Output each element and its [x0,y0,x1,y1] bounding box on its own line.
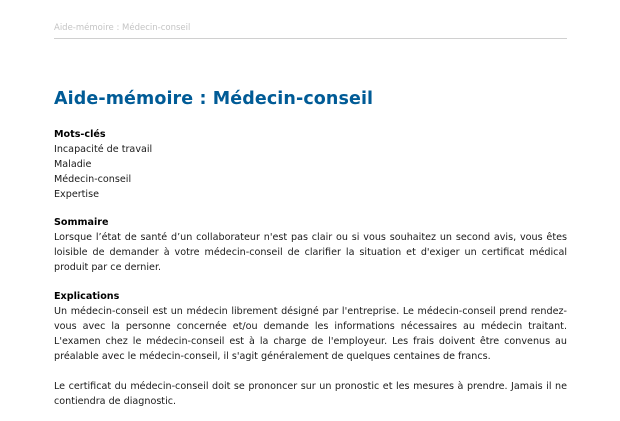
keywords-section [54,127,567,202]
summary-section [54,215,567,275]
keyword-item: Maladie [54,159,92,170]
keyword-item: Médecin-conseil [54,174,132,185]
header-breadcrumb: Aide-mémoire : Médecin-conseil [54,23,191,33]
keyword-item: Incapacité de travail [54,144,153,155]
explanations-section [54,289,567,409]
summary-text: Lorsque l’état de santé d’un collaborateur n'est pas clair ou si vous souhaitez un second avis, vous êtes loisible de demander à votre médecin-conseil de clarifier la situation et d'exiger un certificat médical produit par ce dernier. [54,232,567,273]
keywords-heading: Mots-clés [54,129,106,140]
explanations-paragraph: Un médecin-conseil est un médecin librement désigné par l'entreprise. Le médecin-conseil prend rendez-vous avec la personne concernée et/ou demande les informations nécessaires au médecin traitant. L'examen chez le médecin-conseil est à la charge de l'employeur. Les frais doivent être convenus au préalable avec le médecin-conseil, il s'agit généralement de quelques centaines de francs. [54,306,567,362]
keyword-item: Expertise [54,189,100,200]
running-header [54,22,567,39]
explanations-paragraph: Le certificat du médecin-conseil doit se prononcer sur un pronostic et les mesures à prendre. Jamais il ne contiendra de diagnostic. [54,381,567,407]
page-title: Aide-mémoire : Médecin-conseil [54,89,374,109]
summary-heading: Sommaire [54,217,109,228]
explanations-heading: Explications [54,291,120,302]
